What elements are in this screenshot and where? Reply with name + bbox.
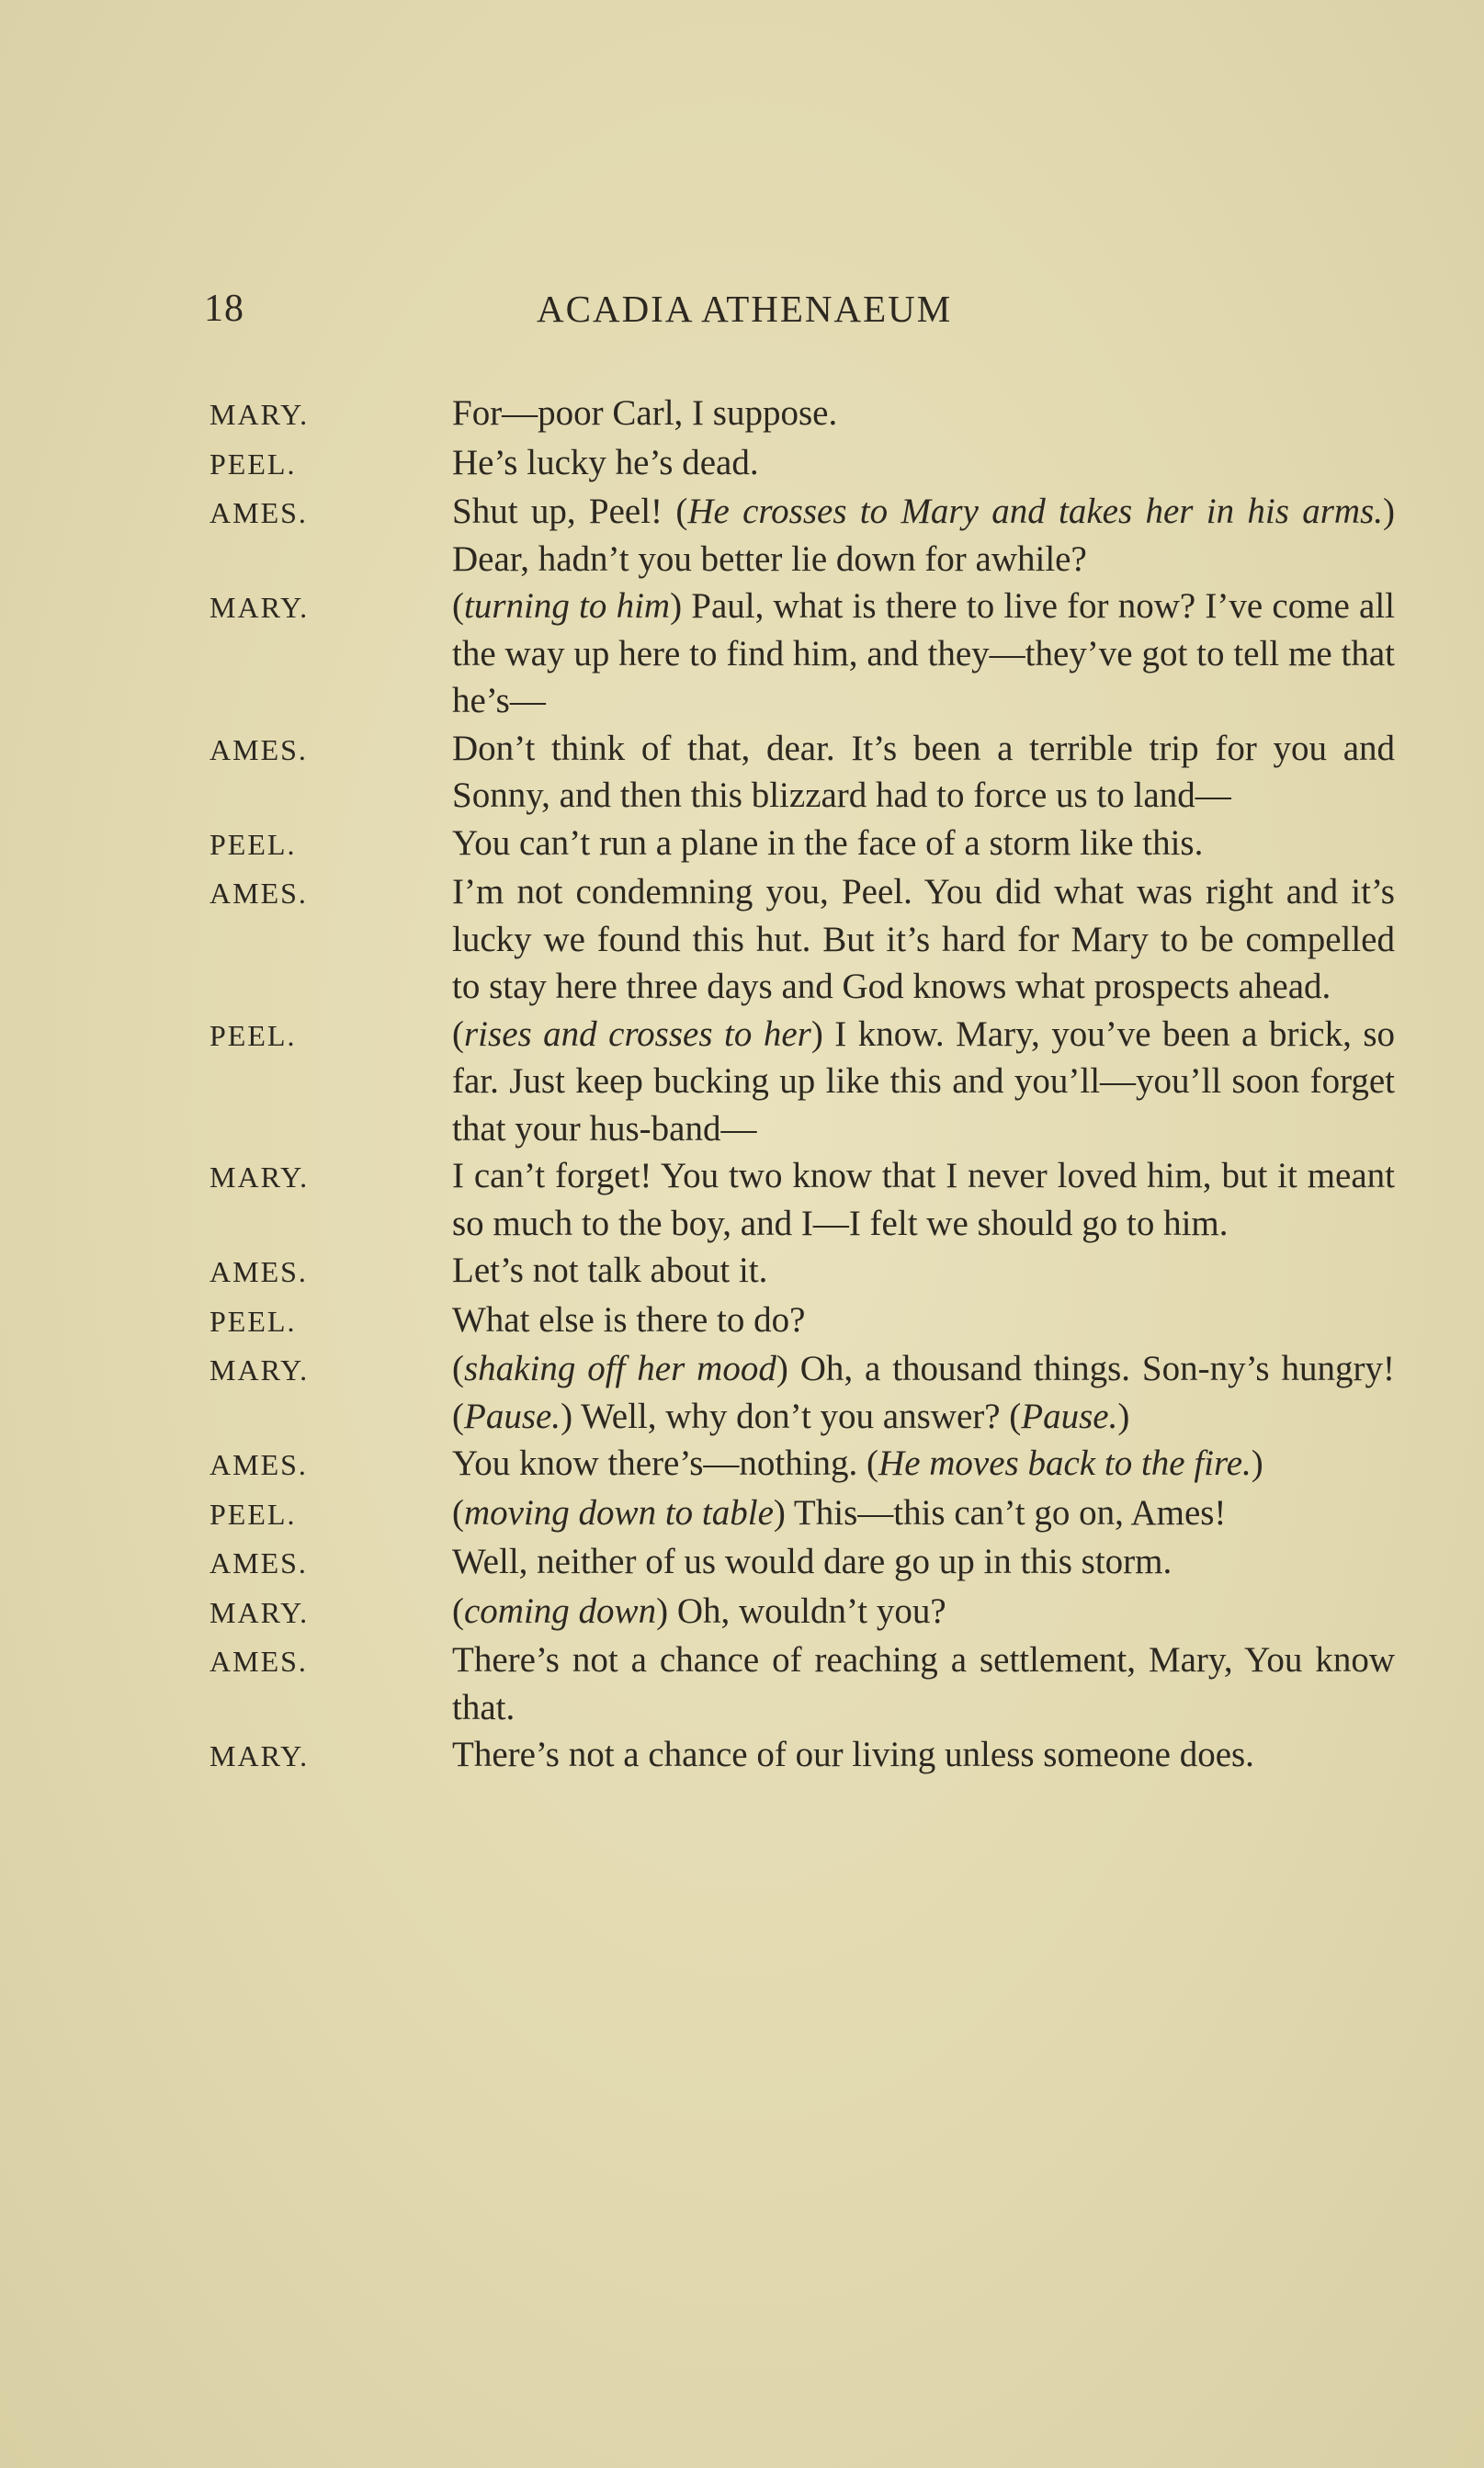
dialogue-text: What else is there to do? (452, 1299, 806, 1340)
speech-text (452, 1296, 1395, 1344)
dialogue-text: Shut up, Peel! ( (452, 492, 688, 531)
speech-text (452, 439, 1395, 487)
dialogue-entry (210, 1296, 1395, 1346)
dialogue-text: ( (452, 1349, 464, 1388)
speaker-name: MARY. (210, 1595, 310, 1629)
dialogue-text: ) I know. Mary, you’ve been a brick, so far. Just keep bucking up like this and you’ll—you’ll soon forget that your hus-band— (452, 1013, 1395, 1149)
dialogue-text: I’m not condemning you, Peel. You did what was right and it’s lucky we found this hut. But it’s hard for Mary to be compelled to stay here three days and God knows what prospects ahead. (452, 872, 1395, 1006)
dialogue-entry (210, 1538, 1395, 1588)
dialogue-text: I can’t forget! You two know that I never loved him, but it meant so much to the boy, and I—I felt we should go to him. (452, 1156, 1395, 1243)
play-script (210, 390, 1395, 1781)
dialogue-text: ( (452, 1492, 464, 1533)
speaker-name: PEEL. (210, 1304, 297, 1338)
dialogue-text: Well, neither of us would dare go up in this storm. (452, 1542, 1172, 1581)
dialogue-entry (210, 390, 1395, 439)
stage-direction: moving down to table (464, 1492, 774, 1533)
stage-direction: coming down (464, 1591, 657, 1631)
dialogue-text: There’s not a chance of reaching a settlement, Mary, You know that. (452, 1640, 1395, 1727)
dialogue-entry (210, 1011, 1395, 1153)
dialogue-text: Let’s not talk about it. (452, 1251, 768, 1290)
speech-text (452, 1440, 1395, 1488)
dialogue-entry (210, 820, 1395, 869)
speech-text (452, 1247, 1395, 1295)
dialogue-text: ) This—this can’t go on, Ames! (773, 1492, 1227, 1533)
page-header (204, 287, 1392, 342)
dialogue-entry (210, 1440, 1395, 1489)
dialogue-entry (210, 1489, 1395, 1539)
stage-direction: rises and crosses to her (464, 1013, 811, 1054)
speech-text (452, 1538, 1395, 1586)
dialogue-text: ) Dear, hadn’t you better lie down for awhile? (452, 492, 1395, 579)
dialogue-text: ) Oh, a thousand things. Son-ny’s hungry! ( (452, 1349, 1395, 1436)
speaker-name: AMES. (210, 1645, 308, 1678)
dialogue-entry (210, 439, 1395, 489)
stage-direction: He moves back to the fire. (878, 1443, 1252, 1483)
speaker-name: PEEL. (210, 1018, 297, 1052)
dialogue-entry (210, 1345, 1395, 1440)
dialogue-text: ( (452, 586, 464, 626)
speech-text (452, 1636, 1395, 1731)
speaker-name: MARY. (210, 398, 310, 431)
dialogue-entry (210, 1731, 1395, 1781)
speaker-name: AMES. (210, 1448, 308, 1481)
speaker-name: MARY. (210, 1739, 310, 1772)
dialogue-entry (210, 1152, 1395, 1247)
page-number: 18 (204, 288, 244, 330)
speech-text (452, 1011, 1395, 1153)
stage-direction: He crosses to Mary and takes her in his arms. (687, 492, 1383, 531)
dialogue-text: ( (452, 1591, 464, 1631)
dialogue-text: ) (1117, 1396, 1130, 1436)
dialogue-text: He’s lucky he’s dead. (452, 442, 759, 482)
speaker-name: PEEL. (210, 447, 297, 481)
speech-text (452, 868, 1395, 1011)
speech-text (452, 488, 1395, 583)
dialogue-text: ) Paul, what is there to live for now? I’ve come all the way up here to find him, and they—they’ve got to tell me that he’s— (452, 586, 1396, 720)
stage-direction: Pause. (1021, 1396, 1118, 1436)
dialogue-text: ( (452, 1013, 464, 1054)
speech-text (452, 390, 1395, 437)
speech-text (452, 1152, 1395, 1247)
speech-text (452, 725, 1395, 820)
speech-text (452, 1588, 1395, 1636)
dialogue-entry (210, 583, 1395, 725)
speaker-name: AMES. (210, 1546, 308, 1579)
dialogue-text: For—poor Carl, I suppose. (452, 393, 838, 433)
dialogue-text: You know there’s—nothing. ( (452, 1443, 879, 1483)
stage-direction: turning to him (464, 586, 671, 626)
speech-text (452, 1345, 1395, 1440)
dialogue-entry (210, 868, 1395, 1011)
dialogue-entry (210, 1247, 1395, 1296)
speaker-name: AMES. (210, 1255, 308, 1288)
speech-text (452, 820, 1395, 867)
speech-text (452, 583, 1395, 725)
dialogue-entry (210, 725, 1395, 820)
speaker-name: AMES. (210, 877, 308, 910)
dialogue-text: ) (1251, 1443, 1263, 1483)
dialogue-text: There’s not a chance of our living unless someone does. (452, 1735, 1254, 1774)
running-title: ACADIA ATHENAEUM (537, 288, 953, 330)
speaker-name: PEEL. (210, 827, 297, 861)
stage-direction: shaking off her mood (464, 1349, 776, 1388)
dialogue-text: You can’t run a plane in the face of a storm like this. (452, 822, 1204, 863)
speaker-name: AMES. (210, 732, 308, 766)
speaker-name: AMES. (210, 496, 308, 529)
dialogue-entry (210, 488, 1395, 583)
speech-text (452, 1731, 1395, 1779)
speaker-name: PEEL. (210, 1497, 297, 1531)
speaker-name: MARY. (210, 1160, 310, 1194)
speech-text (452, 1489, 1395, 1537)
speaker-name: MARY. (210, 591, 310, 624)
dialogue-text: ) Well, why don’t you answer? ( (561, 1396, 1022, 1436)
dialogue-entry (210, 1588, 1395, 1637)
dialogue-text: ) Oh, wouldn’t you? (656, 1591, 946, 1631)
dialogue-text: Don’t think of that, dear. It’s been a terrible trip for you and Sonny, and then this blizzard had to force us to land— (452, 728, 1395, 815)
speaker-name: MARY. (210, 1353, 310, 1387)
stage-direction: Pause. (464, 1396, 561, 1436)
dialogue-entry (210, 1636, 1395, 1731)
